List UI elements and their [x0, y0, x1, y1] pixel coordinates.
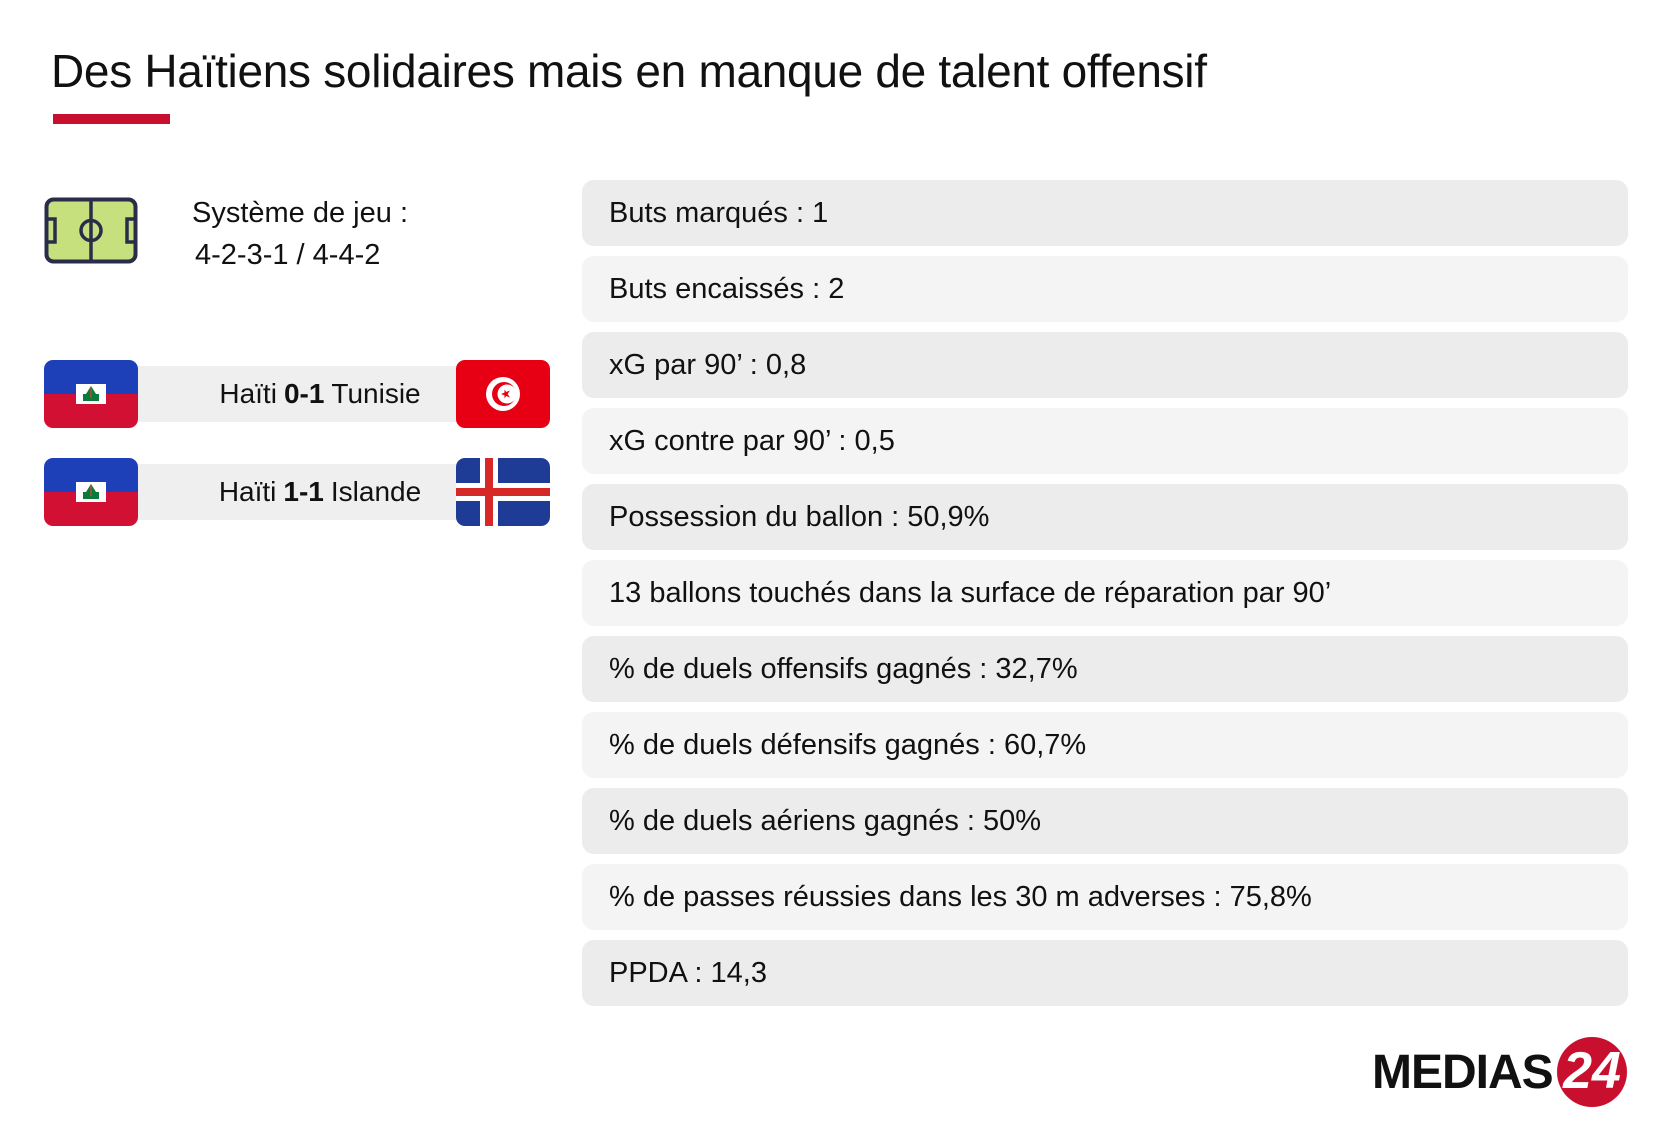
football-pitch-icon: [44, 197, 138, 264]
match-team: Haïti: [218, 476, 277, 507]
stat-final-third-passes: % de passes réussies dans les 30 m adverses : 75,8%: [582, 864, 1628, 930]
match-result-tunisia: [44, 360, 550, 428]
stats-list: [582, 180, 1628, 1016]
haiti-flag-icon: [44, 360, 138, 428]
match-result-iceland: [44, 458, 550, 526]
haiti-flag-icon: [44, 458, 138, 526]
game-system-value: 4-2-3-1 / 4-4-2: [195, 239, 381, 271]
match-text: [140, 464, 500, 520]
match-opponent: Islande: [330, 476, 422, 507]
medias24-logo: [1372, 1037, 1632, 1107]
match-score: 1-1: [283, 476, 324, 507]
stat-xg-per-90: xG par 90’ : 0,8: [582, 332, 1628, 398]
stat-offensive-duels: % de duels offensifs gagnés : 32,7%: [582, 636, 1628, 702]
logo-text: MEDIAS: [1372, 1046, 1553, 1099]
match-text: [140, 366, 500, 422]
match-score: 0-1: [283, 378, 325, 409]
stat-box-touches: 13 ballons touchés dans la surface de réparation par 90’: [582, 560, 1628, 626]
stat-xg-against-per-90: xG contre par 90’ : 0,5: [582, 408, 1628, 474]
stat-goals-conceded: Buts encaissés : 2: [582, 256, 1628, 322]
tunisia-flag-icon: [456, 360, 550, 428]
stat-aerial-duels: % de duels aériens gagnés : 50%: [582, 788, 1628, 854]
game-system-label: Système de jeu :: [192, 197, 408, 229]
stat-goals-scored: Buts marqués : 1: [582, 180, 1628, 246]
title-underline: [53, 114, 170, 124]
logo-number: 24: [1563, 1042, 1621, 1100]
stat-ppda: PPDA : 14,3: [582, 940, 1628, 1006]
stat-possession: Possession du ballon : 50,9%: [582, 484, 1628, 550]
match-team: Haïti: [219, 378, 277, 409]
stat-defensive-duels: % de duels défensifs gagnés : 60,7%: [582, 712, 1628, 778]
page-title: Des Haïtiens solidaires mais en manque de talent offensif: [51, 45, 1207, 97]
iceland-flag-icon: [456, 458, 550, 526]
match-opponent: Tunisie: [331, 378, 421, 409]
